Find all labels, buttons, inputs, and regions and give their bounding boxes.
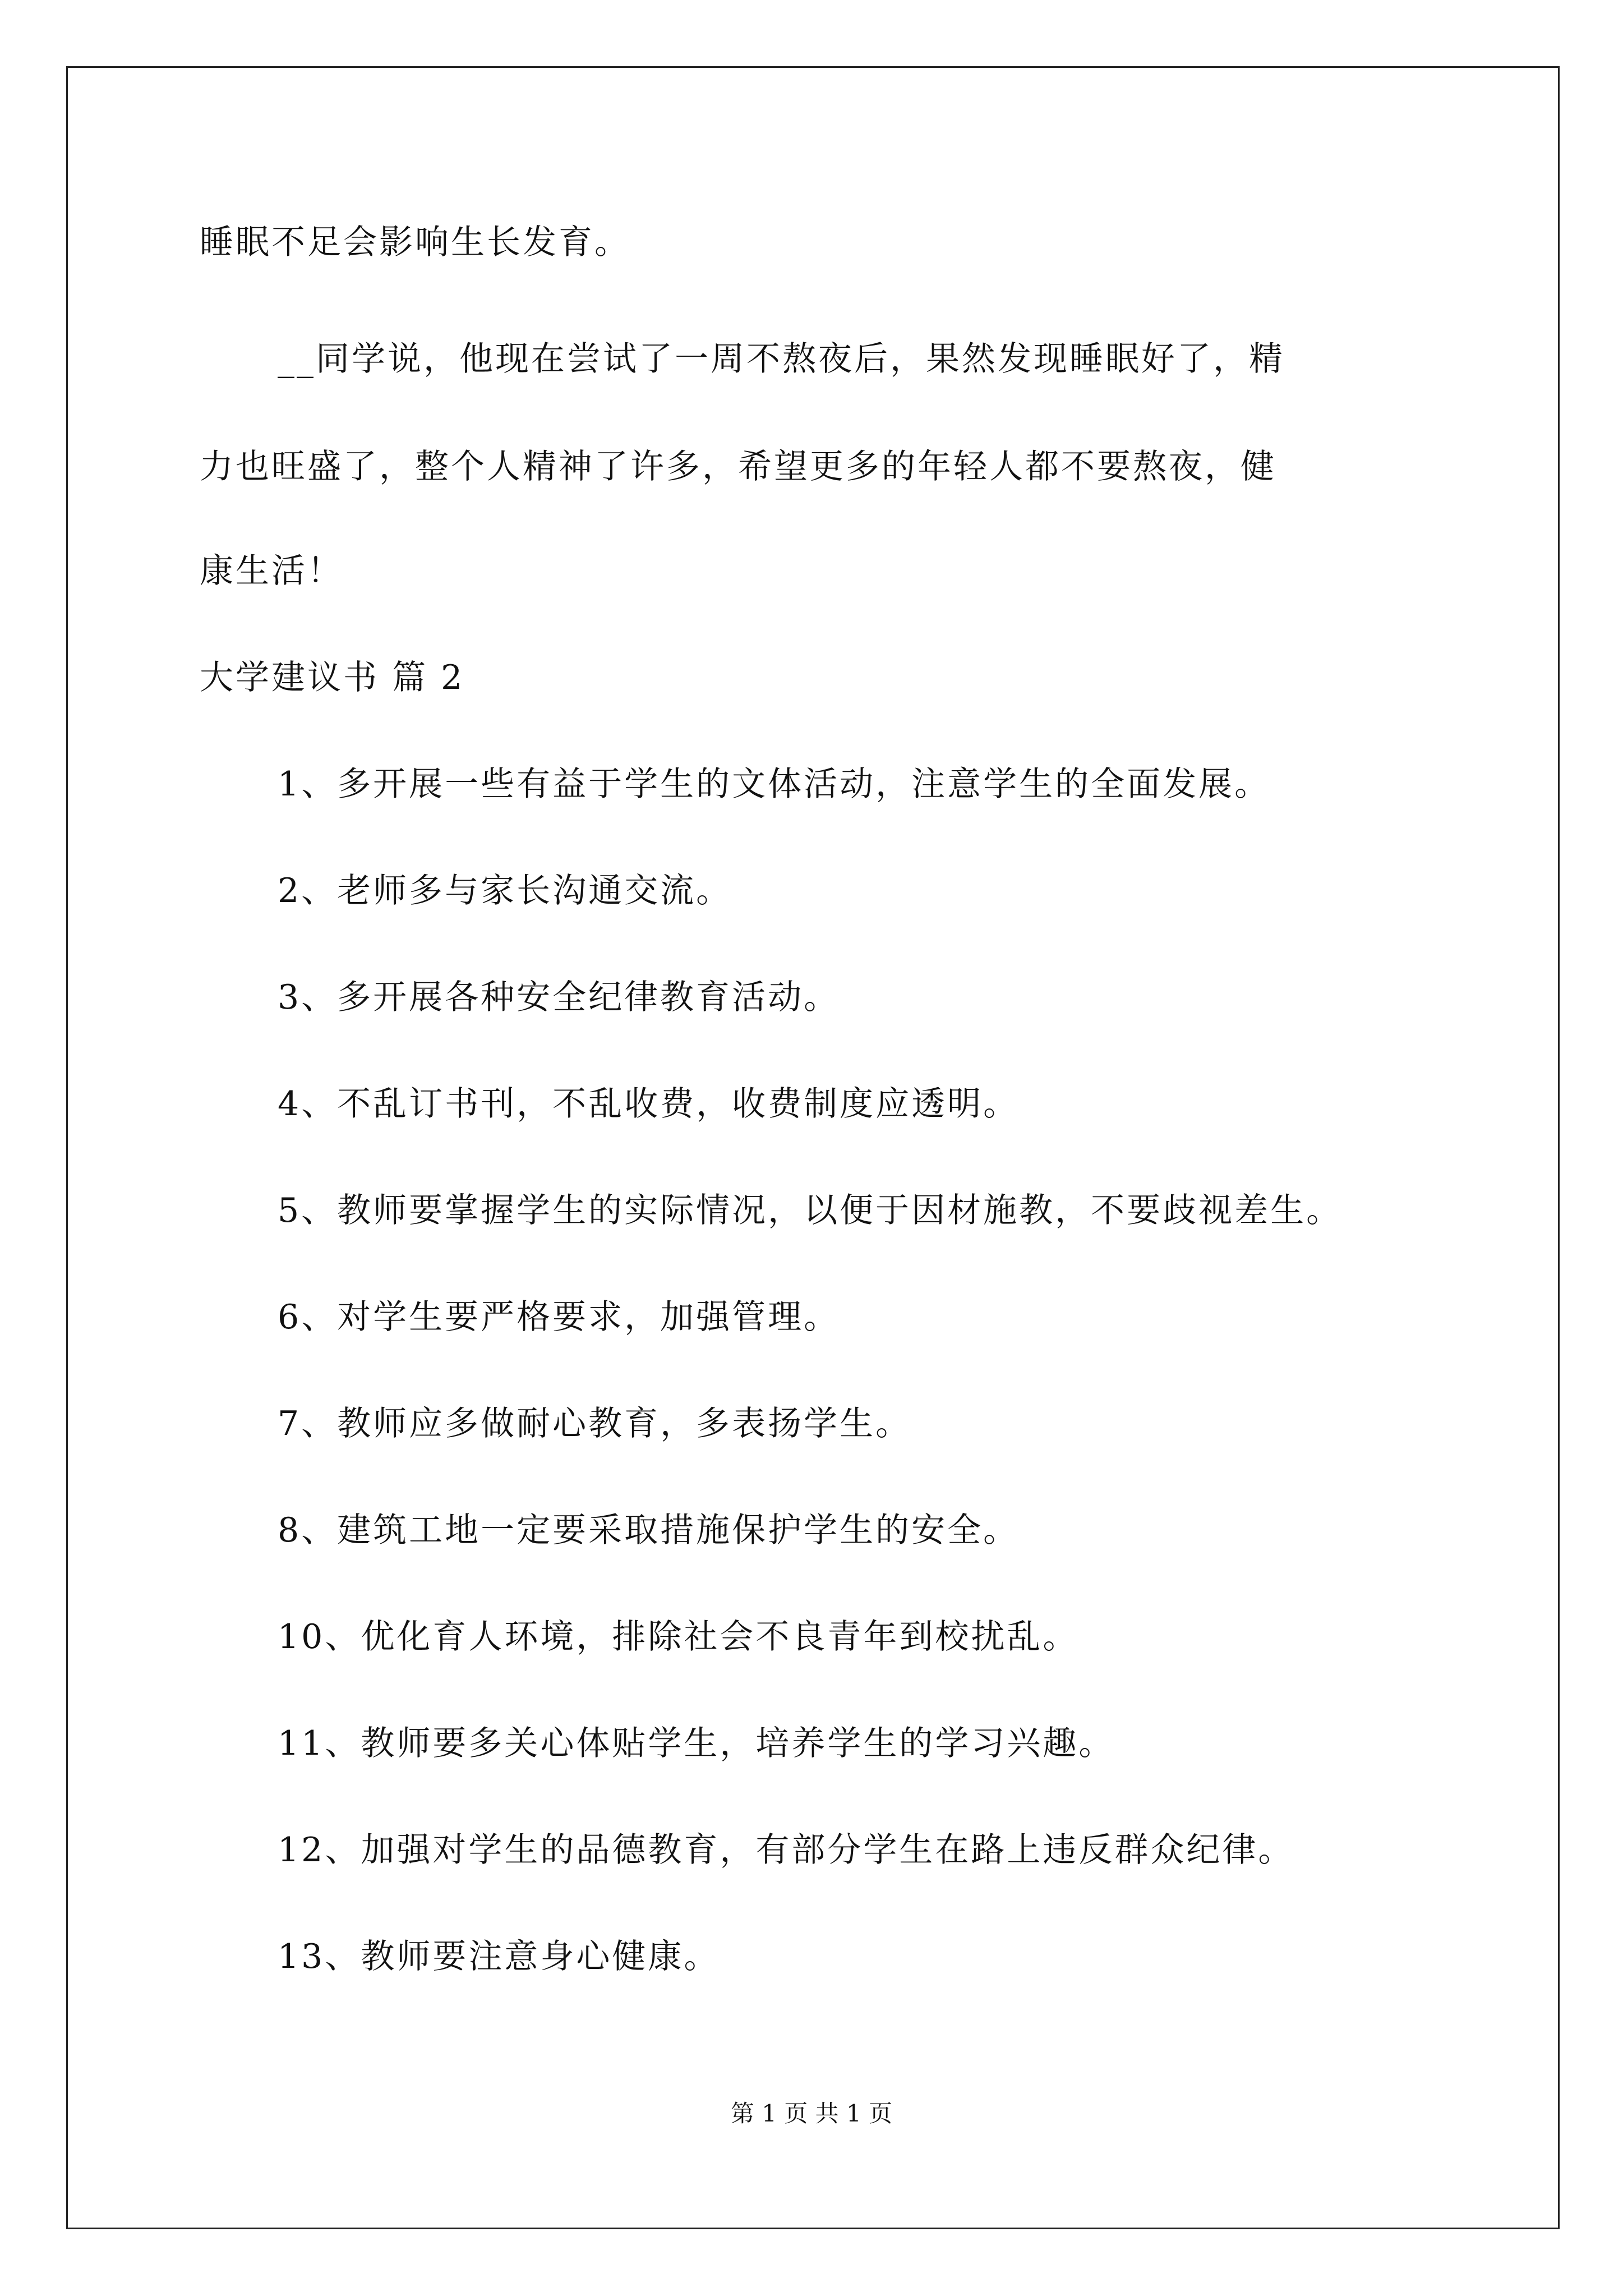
paragraph-line-3: 力也旺盛了，整个人精神了许多，希望更多的年轻人都不要熬夜，健 [200,447,1276,486]
list-item-4: 4、不乱订书刊，不乱收费，收费制度应透明。 [278,1084,1020,1124]
list-item-2: 2、老师多与家长沟通交流。 [278,871,732,910]
paragraph-line-1: 睡眠不足会影响生长发育。 [200,223,630,262]
list-item-13: 13、教师要注意身心健康。 [278,1937,720,1976]
list-item-1: 1、多开展一些有益于学生的文体活动，注意学生的全面发展。 [278,765,1271,804]
list-item-5: 5、教师要掌握学生的实际情况，以便于因材施教，不要歧视差生。 [278,1191,1343,1230]
list-item-7: 7、教师应多做耐心教育，多表扬学生。 [278,1404,912,1443]
paragraph-line-2: __同学说，他现在尝试了一周不熬夜后，果然发现睡眠好了，精 [278,339,1285,379]
page-border [66,66,1560,2229]
page-footer: 第 1 页 共 1 页 [730,2100,893,2127]
section-heading: 大学建议书 篇 2 [200,658,465,697]
list-item-12: 12、加强对学生的品德教育，有部分学生在路上违反群众纪律。 [278,1830,1294,1870]
list-item-10: 10、优化育人环境，排除社会不良青年到校扰乱。 [278,1617,1079,1657]
paragraph-line-4: 康生活！ [200,551,343,591]
list-item-8: 8、建筑工地一定要采取措施保护学生的安全。 [278,1511,1020,1550]
list-item-3: 3、多开展各种安全纪律教育活动。 [278,978,840,1017]
list-item-6: 6、对学生要严格要求，加强管理。 [278,1297,840,1337]
list-item-11: 11、教师要多关心体贴学生，培养学生的学习兴趣。 [278,1724,1115,1763]
